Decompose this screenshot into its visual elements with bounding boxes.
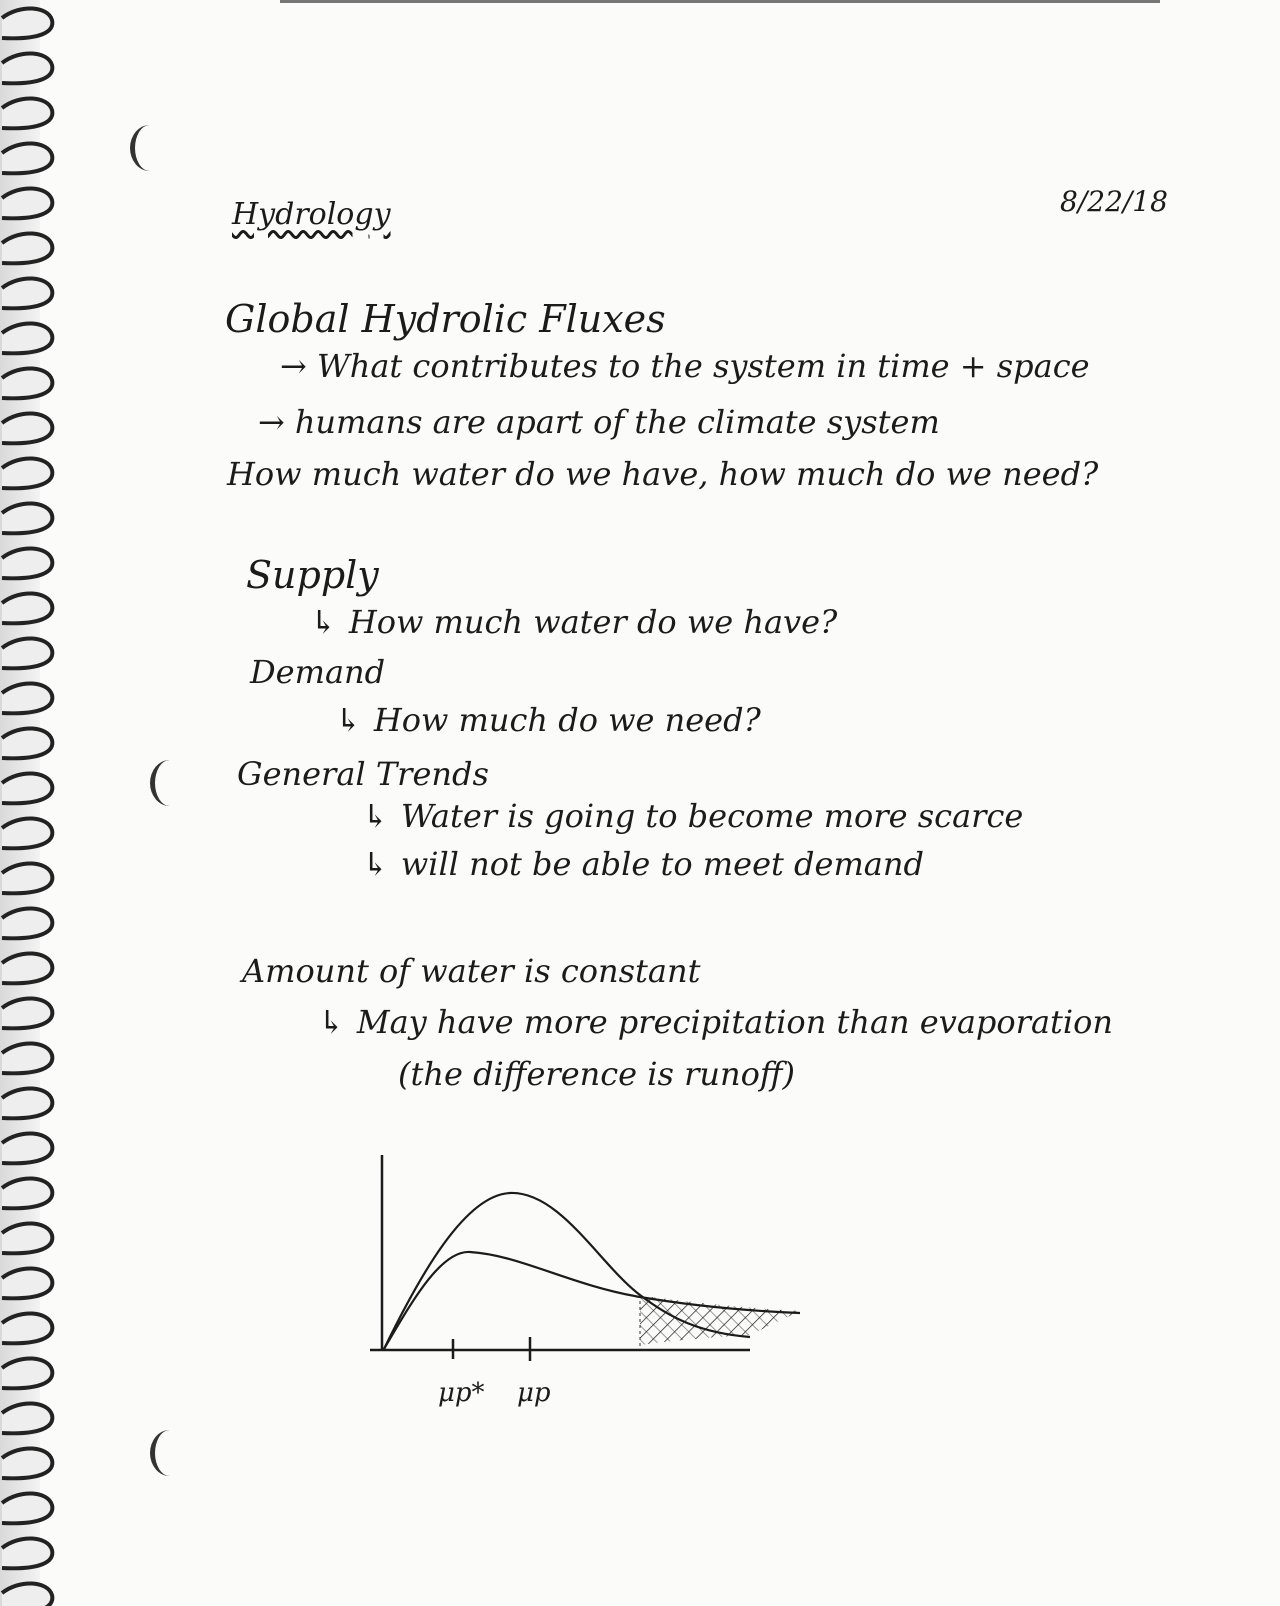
spiral-coil (2, 728, 52, 758)
spiral-coil (2, 1133, 52, 1163)
demand-note: ↳ How much do we need? (335, 701, 761, 739)
spiral-coil (2, 458, 52, 488)
label-mu-p-star: μp* (438, 1378, 485, 1408)
bent-arrow-icon: ↳ (362, 845, 387, 883)
bent-arrow-icon: ↳ (318, 1003, 343, 1041)
spiral-coil (2, 323, 52, 353)
spiral-coil (2, 1268, 52, 1298)
punch-hole (130, 125, 169, 171)
spiral-coil (2, 953, 52, 983)
arrow-icon: → (258, 403, 285, 441)
spiral-coil (2, 1448, 52, 1478)
spiral-coil (2, 278, 52, 308)
spiral-coil (2, 863, 52, 893)
supply-note: ↳ How much water do we have? (310, 603, 838, 641)
spiral-coil (2, 1043, 52, 1073)
distribution-sketch (370, 1155, 820, 1385)
spiral-coil (2, 98, 52, 128)
spiral-binding (0, 0, 80, 1606)
spiral-coil (2, 1403, 52, 1433)
curve-tall (384, 1193, 750, 1349)
page-date: 8/22/18 (1060, 185, 1168, 218)
fluxes-heading: Global Hydrolic Fluxes (225, 297, 666, 341)
spiral-coil (2, 53, 52, 83)
spiral-coil (2, 773, 52, 803)
spiral-coil (2, 1583, 52, 1606)
spiral-coil (2, 998, 52, 1028)
spiral-coil (2, 188, 52, 218)
trends-item-1: ↳ Water is going to become more scarce (362, 797, 1024, 835)
spiral-coil (2, 593, 52, 623)
cross-hatch-region (640, 1295, 800, 1345)
fluxes-bullet-2: → humans are apart of the climate system (258, 403, 940, 441)
label-mu-p: μp (517, 1378, 551, 1408)
trends-item-2: ↳ will not be able to meet demand (362, 845, 924, 883)
fluxes-bullet-1: → What contributes to the system in time + space (280, 347, 1090, 385)
bent-arrow-icon: ↳ (310, 603, 335, 641)
spiral-coil (2, 143, 52, 173)
supply-heading: Supply (246, 553, 379, 597)
spiral-coil (2, 503, 52, 533)
amount-note-1: ↳ May have more precipitation than evaporation (318, 1003, 1113, 1041)
fluxes-question: How much water do we have, how much do we need? (227, 455, 1099, 493)
spiral-coil (2, 638, 52, 668)
spiral-coil (2, 1088, 52, 1118)
punch-hole (150, 760, 189, 806)
page-title: Hydrology (232, 197, 391, 232)
spiral-coil (2, 1493, 52, 1523)
punch-hole (150, 1430, 189, 1476)
demand-heading: Demand (250, 653, 386, 691)
spiral-coil (2, 1223, 52, 1253)
spiral-coil (2, 413, 52, 443)
spiral-coil (2, 368, 52, 398)
spiral-coil (2, 908, 52, 938)
amount-note-2: (the difference is runoff) (398, 1055, 796, 1093)
trends-heading: General Trends (237, 755, 489, 793)
spiral-coil (2, 1313, 52, 1343)
spiral-coil (2, 818, 52, 848)
spiral-coil (2, 1178, 52, 1208)
page-top-border (280, 0, 1160, 3)
spiral-coil (2, 1358, 52, 1388)
bent-arrow-icon: ↳ (362, 797, 387, 835)
bent-arrow-icon: ↳ (335, 701, 360, 739)
amount-heading: Amount of water is constant (242, 952, 701, 990)
arrow-icon: → (280, 347, 307, 385)
spiral-coil (2, 1538, 52, 1568)
spiral-coil (2, 233, 52, 263)
spiral-coil (2, 683, 52, 713)
spiral-coil (2, 548, 52, 578)
spiral-coil (2, 8, 52, 38)
